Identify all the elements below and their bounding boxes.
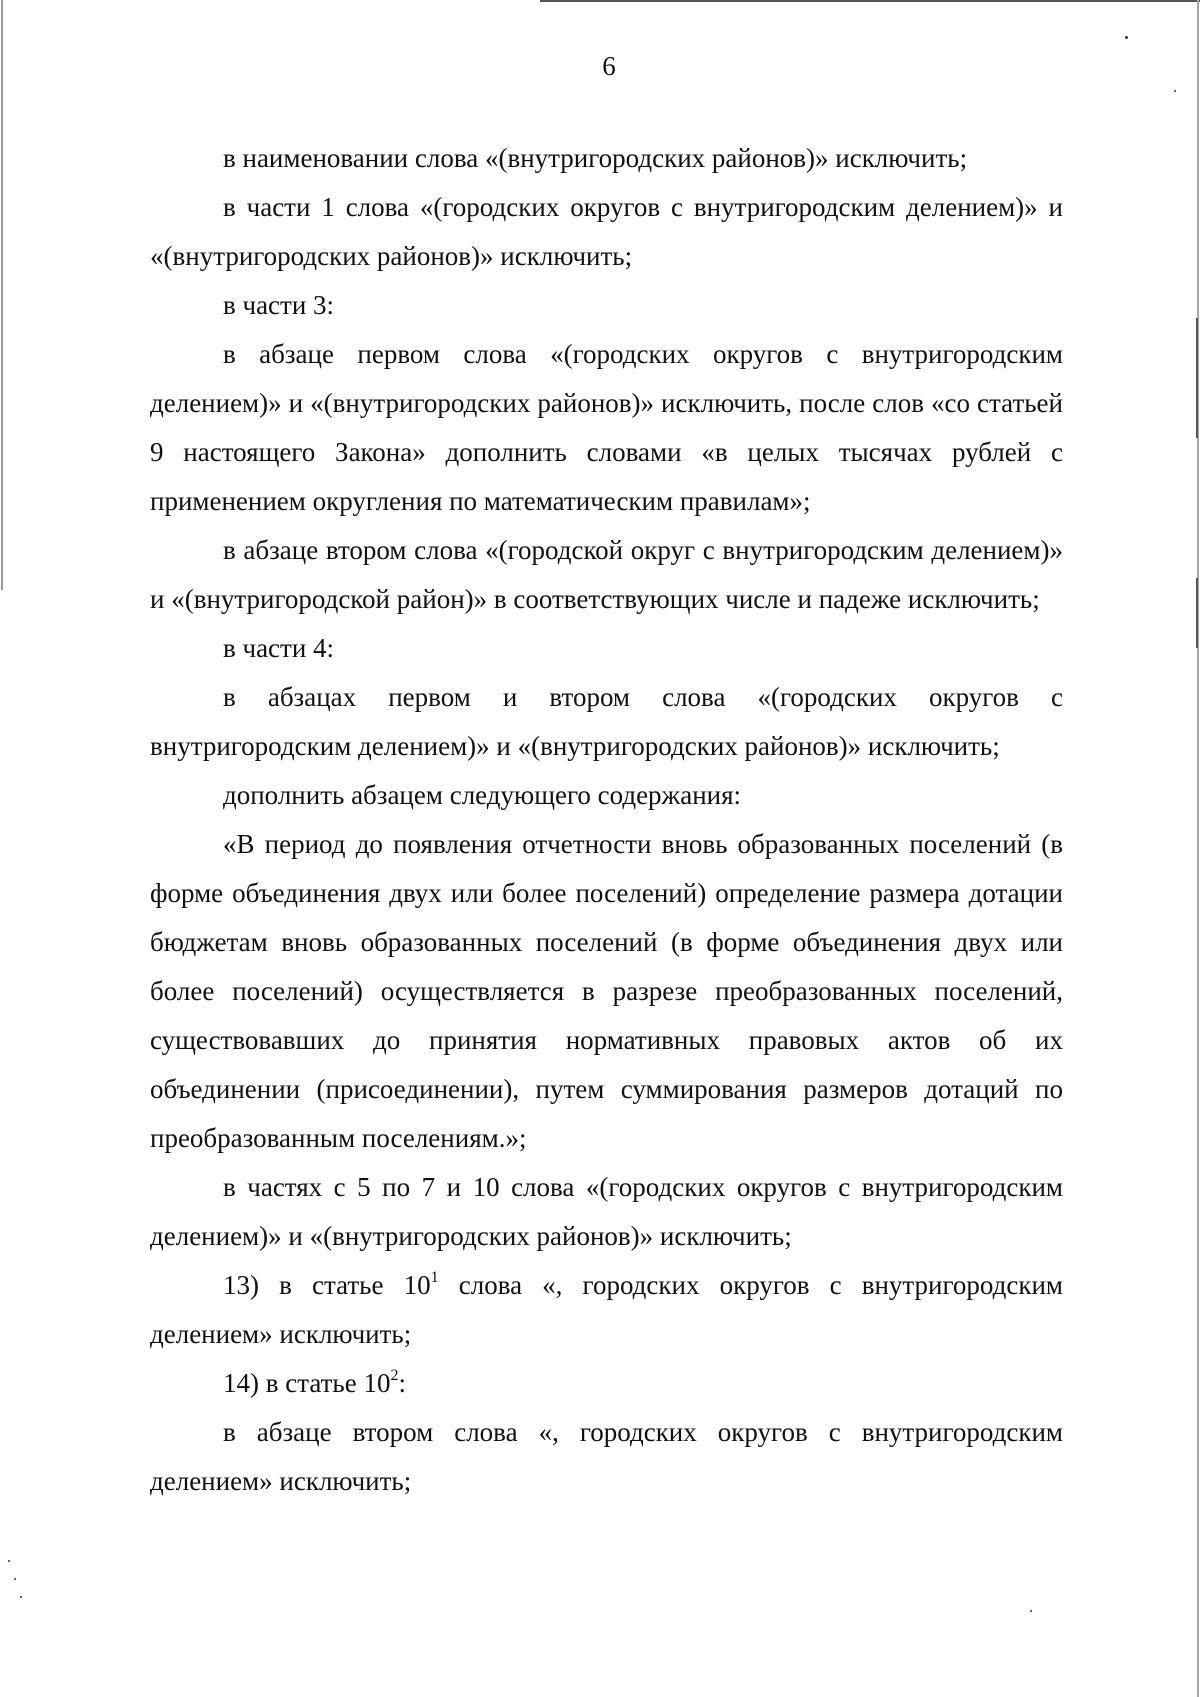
- paragraph-article-14: [150, 1359, 1063, 1408]
- paragraph: в абзаце втором слова «(городской округ с внутригородским делением)» и «(внутригородской район)» в соответствующих числе и падеже исключить;: [150, 535, 1063, 614]
- paragraph-text: :: [398, 1368, 406, 1398]
- paragraph-text: 14) в статье 10: [223, 1368, 391, 1398]
- paragraph: в наименовании слова «(внутригородских районов)» исключить;: [223, 143, 968, 173]
- scan-speck: [1030, 1610, 1032, 1612]
- scan-edge-top: [540, 0, 1200, 2]
- scan-mark: [1196, 318, 1198, 438]
- paragraph: в части 1 слова «(городских округов с внутригородским делением)» и «(внутригородских районов)» исключить;: [150, 192, 1063, 271]
- paragraph-article-13: [150, 1261, 1063, 1359]
- paragraph-text: слова «, городских округов с внутригородским делением» исключить;: [150, 1270, 1064, 1349]
- page-number: 6: [602, 51, 616, 81]
- document-body: [150, 134, 1063, 1506]
- paragraph: в абзацах первом и втором слова «(городских округов с внутригородским делением)» и «(внутригородских районов)» исключить;: [150, 682, 1063, 761]
- superscript: 1: [430, 1269, 439, 1286]
- paragraph-text: 13) в статье 10: [223, 1270, 431, 1300]
- paragraph: в частях с 5 по 7 и 10 слова «(городских округов с внутригородским делением)» и «(внутригородских районов)» исключить;: [150, 1172, 1063, 1251]
- scan-edge-right: [1197, 0, 1199, 1697]
- paragraph: в части 3:: [223, 290, 335, 320]
- quoted-paragraph: «В период до появления отчетности вновь образованных поселений (в форме объединения двух или более поселений) определение размера дотации бюджетам вновь образованных поселений (в форме объединения двух или более поселений) осуществляется в разрезе преобразованных поселений, существовавших до принятия нормативных правовых актов об их объединении (присоединении), путем суммирования размеров дотаций по преобразованным поселениям.»;: [150, 829, 1063, 1153]
- scan-mark: [1196, 578, 1198, 648]
- superscript: 2: [390, 1367, 399, 1384]
- paragraph: дополнить абзацем следующего содержания:: [223, 780, 742, 810]
- paragraph: в абзаце втором слова «, городских округов с внутригородским делением» исключить;: [150, 1417, 1063, 1496]
- scan-speck: [1125, 36, 1128, 39]
- scan-speck: [14, 1578, 16, 1580]
- scan-speck: [8, 1560, 10, 1562]
- scan-edge-left: [1, 0, 3, 590]
- paragraph: в абзаце первом слова «(городских округов с внутригородским делением)» и «(внутригородских районов)» исключить, после слов «со статьей 9 настоящего Закона» дополнить словами «в целых тысячах рублей с применением округления по математическим правилам»;: [150, 339, 1063, 516]
- scan-speck: [20, 1596, 22, 1598]
- paragraph: в части 4:: [223, 633, 335, 663]
- scan-speck: [1174, 90, 1176, 92]
